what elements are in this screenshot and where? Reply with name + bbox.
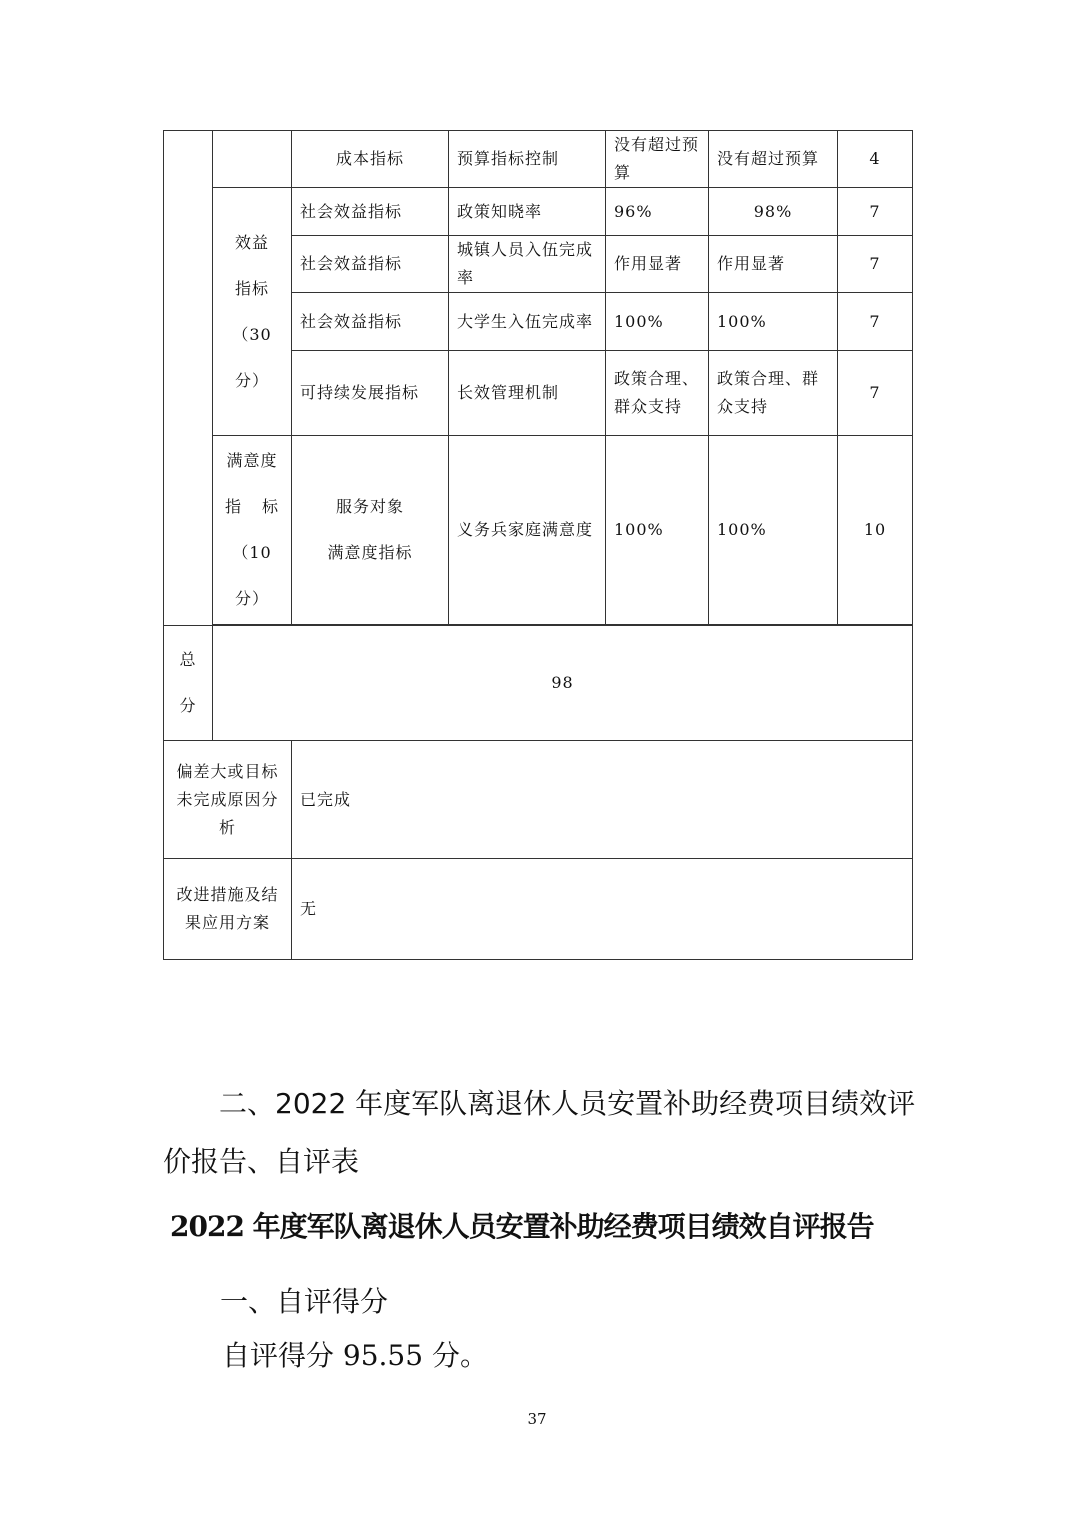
target-value: 作用显著 <box>606 236 709 293</box>
second-level-indicator: 成本指标 <box>292 131 449 188</box>
deviation-row <box>164 741 913 859</box>
total-score: 98 <box>213 626 913 741</box>
benefit-group-label: 效益 指标 （30 分） <box>213 188 292 436</box>
second-level-indicator: 服务对象 满意度指标 <box>292 436 449 625</box>
first-level-cell <box>164 131 213 626</box>
third-level-indicator: 义务兵家庭满意度 <box>449 436 606 625</box>
second-level-indicator: 社会效益指标 <box>292 236 449 293</box>
second-level-indicator: 社会效益指标 <box>292 293 449 351</box>
target-value: 100% <box>606 293 709 351</box>
target-value: 没有超过预算 <box>606 131 709 188</box>
section-heading: 二、2022 年度军队离退休人员安置补助经费项目绩效评价报告、自评表 <box>163 1087 916 1178</box>
target-value: 政策合理、群众支持 <box>606 351 709 436</box>
score: 4 <box>838 131 913 188</box>
sub-heading: 一、自评得分 <box>220 1285 389 1318</box>
second-level-indicator: 可持续发展指标 <box>292 351 449 436</box>
actual-value: 政策合理、群众支持 <box>709 351 838 436</box>
deviation-label: 偏差大或目标未完成原因分析 <box>164 741 292 859</box>
second-level-indicator: 社会效益指标 <box>292 188 449 236</box>
third-level-indicator: 大学生入伍完成率 <box>449 293 606 351</box>
improvement-value: 无 <box>292 859 913 960</box>
actual-value: 没有超过预算 <box>709 131 838 188</box>
report-title: 2022 年度军队离退休人员安置补助经费项目绩效自评报告 <box>170 1210 874 1243</box>
score: 7 <box>838 188 913 236</box>
score-paragraph: 自评得分 95.55 分。 <box>222 1339 488 1372</box>
score: 7 <box>838 236 913 293</box>
improvement-label: 改进措施及结果应用方案 <box>164 859 292 960</box>
third-level-indicator: 政策知晓率 <box>449 188 606 236</box>
table-row <box>164 131 913 188</box>
third-level-indicator: 城镇人员入伍完成率 <box>449 236 606 293</box>
score: 10 <box>838 436 913 625</box>
empty-cell <box>213 131 292 188</box>
third-level-indicator: 预算指标控制 <box>449 131 606 188</box>
total-row <box>164 626 913 741</box>
actual-value: 98% <box>709 188 838 236</box>
performance-table <box>163 130 913 960</box>
target-value: 100% <box>606 436 709 625</box>
score: 7 <box>838 293 913 351</box>
third-level-indicator: 长效管理机制 <box>449 351 606 436</box>
table-row <box>164 436 913 625</box>
target-value: 96% <box>606 188 709 236</box>
satisfaction-group-label: 满意度 指 标 （10 分） <box>213 436 292 625</box>
actual-value: 100% <box>709 293 838 351</box>
actual-value: 100% <box>709 436 838 625</box>
page-number: 37 <box>527 1410 547 1428</box>
deviation-value: 已完成 <box>292 741 913 859</box>
total-label: 总 分 <box>164 626 213 741</box>
improvement-row <box>164 859 913 960</box>
score: 7 <box>838 351 913 436</box>
table-row <box>164 188 913 236</box>
actual-value: 作用显著 <box>709 236 838 293</box>
